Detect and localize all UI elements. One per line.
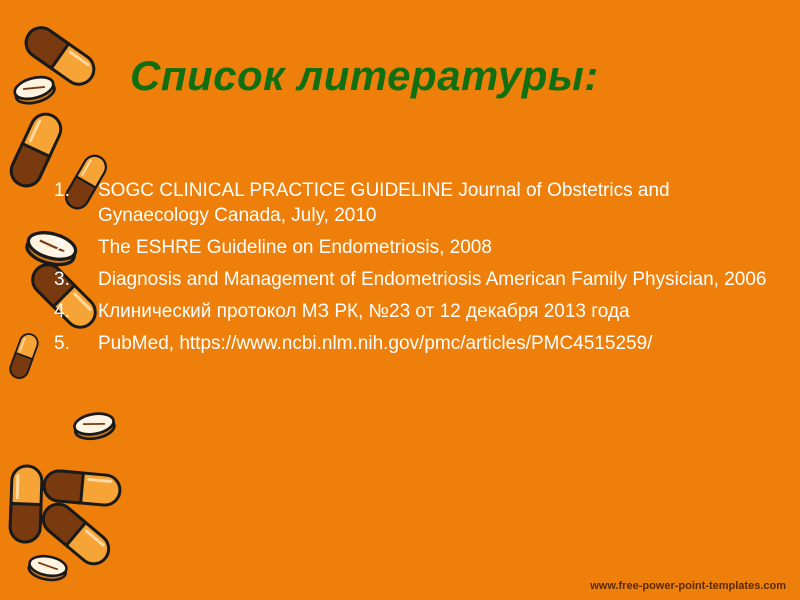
reference-list — [54, 178, 784, 363]
reference-item — [54, 299, 784, 324]
capsule-icon — [10, 465, 43, 542]
reference-number: 5. — [54, 333, 70, 354]
reference-number: 4. — [54, 301, 70, 322]
reference-number: 2. — [54, 237, 70, 258]
reference-number: 3. — [54, 269, 70, 290]
tablet-icon — [27, 554, 68, 583]
reference-text: SOGC CLINICAL PRACTICE GUIDELINE Journal of Obstetrics and Gynaecology Canada, July, 2010 — [98, 180, 670, 226]
reference-text: Клинический протокол МЗ РК, №23 от 12 декабря 2013 года — [98, 301, 630, 322]
tablet-icon — [12, 73, 57, 107]
tablet-icon — [73, 411, 116, 442]
reference-item — [54, 235, 784, 260]
footer-url: www.free-power-point-templates.com — [590, 580, 786, 592]
reference-item — [54, 267, 784, 292]
capsule-icon — [43, 470, 121, 507]
capsule-icon — [8, 331, 41, 380]
reference-number: 1. — [54, 180, 70, 201]
reference-text: PubMed, https://www.ncbi.nlm.nih.gov/pmc/articles/PMC4515259/ — [98, 333, 653, 354]
slide-title: Список литературы: — [130, 52, 599, 99]
reference-item — [54, 178, 784, 228]
reference-text: Diagnosis and Management of Endometriosis American Family Physician, 2006 — [98, 269, 767, 290]
reference-item — [54, 331, 784, 356]
reference-text: The ESHRE Guideline on Endometriosis, 2008 — [98, 237, 492, 258]
